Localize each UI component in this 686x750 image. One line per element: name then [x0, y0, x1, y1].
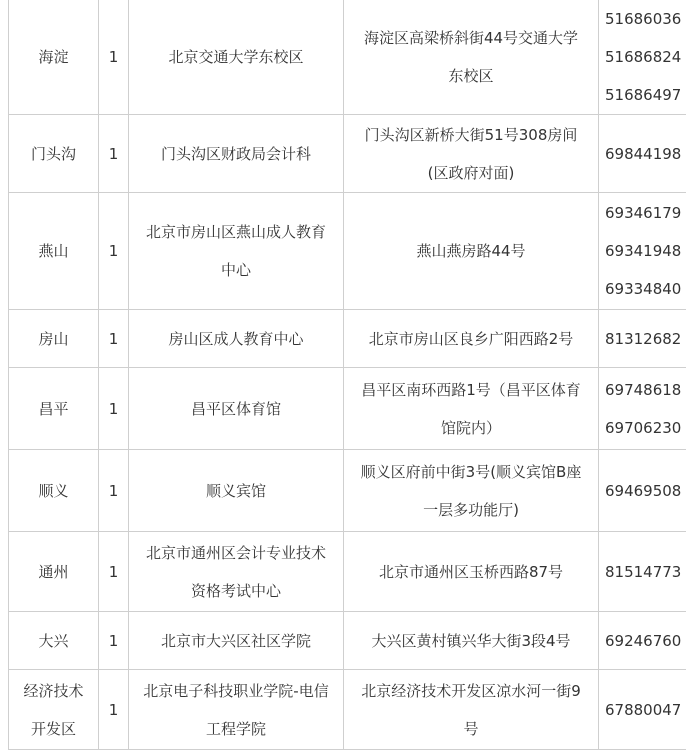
address-cell — [344, 193, 599, 310]
count-cell: 1 — [99, 612, 129, 670]
district-cell — [9, 310, 99, 368]
count-cell: 1 — [99, 0, 129, 115]
address-cell — [344, 450, 599, 532]
district-cell — [9, 115, 99, 193]
district-cell — [9, 193, 99, 310]
address-line: 东校区 — [352, 57, 590, 95]
address-line: 号 — [352, 710, 590, 748]
phones-line: 51686036 — [605, 0, 686, 38]
table-row — [9, 310, 686, 368]
district-line: 房山 — [13, 320, 94, 358]
table-body — [9, 0, 686, 750]
table-row — [9, 0, 686, 115]
phones-line: 69246760 — [605, 622, 686, 660]
phones-cell — [599, 532, 686, 612]
phones-line: 67880047 — [605, 691, 686, 729]
phones-line: 69341948 — [605, 232, 686, 270]
address-line: 顺义区府前中街3号(顺义宾馆B座 — [352, 453, 590, 491]
address-line: (区政府对面) — [352, 154, 590, 192]
venue-line: 北京交通大学东校区 — [137, 38, 335, 76]
venue-cell — [129, 0, 344, 115]
district-line: 经济技术 — [13, 672, 94, 710]
count-cell: 1 — [99, 450, 129, 532]
venue-line: 北京市通州区会计专业技术 — [137, 534, 335, 572]
address-cell — [344, 0, 599, 115]
venue-line: 房山区成人教育中心 — [137, 320, 335, 358]
district-line: 昌平 — [13, 390, 94, 428]
district-line: 通州 — [13, 553, 94, 591]
district-cell — [9, 670, 99, 750]
district-cell — [9, 368, 99, 450]
phones-line: 51686824 — [605, 38, 686, 76]
phones-line: 69844198 — [605, 135, 686, 173]
table-row — [9, 368, 686, 450]
table-row — [9, 115, 686, 193]
district-line: 燕山 — [13, 232, 94, 270]
venue-line: 中心 — [137, 251, 335, 289]
venue-line: 北京电子科技职业学院-电信 — [137, 672, 335, 710]
venue-cell — [129, 310, 344, 368]
table-row — [9, 450, 686, 532]
phones-line: 69706230 — [605, 409, 686, 447]
district-line: 门头沟 — [13, 135, 94, 173]
venue-cell — [129, 115, 344, 193]
address-cell — [344, 670, 599, 750]
address-line: 燕山燕房路44号 — [352, 232, 590, 270]
address-cell — [344, 310, 599, 368]
venue-line: 资格考试中心 — [137, 572, 335, 610]
district-line: 大兴 — [13, 622, 94, 660]
phones-cell — [599, 0, 686, 115]
table-row — [9, 532, 686, 612]
count-cell: 1 — [99, 532, 129, 612]
phones-cell — [599, 193, 686, 310]
address-line: 昌平区南环西路1号（昌平区体育 — [352, 371, 590, 409]
count-cell: 1 — [99, 670, 129, 750]
venue-line: 顺义宾馆 — [137, 472, 335, 510]
district-line: 开发区 — [13, 710, 94, 748]
phones-cell — [599, 670, 686, 750]
address-line: 海淀区高梁桥斜街44号交通大学 — [352, 19, 590, 57]
address-cell — [344, 368, 599, 450]
venue-line: 工程学院 — [137, 710, 335, 748]
phones-cell — [599, 612, 686, 670]
phones-cell — [599, 115, 686, 193]
count-cell: 1 — [99, 368, 129, 450]
address-line: 大兴区黄村镇兴华大街3段4号 — [352, 622, 590, 660]
address-line: 北京经济技术开发区凉水河一街9 — [352, 672, 590, 710]
table-row — [9, 612, 686, 670]
address-line: 馆院内） — [352, 409, 590, 447]
phones-line: 69334840 — [605, 270, 686, 308]
venue-line: 昌平区体育馆 — [137, 390, 335, 428]
phones-line: 51686497 — [605, 76, 686, 114]
address-line: 北京市通州区玉桥西路87号 — [352, 553, 590, 591]
count-cell: 1 — [99, 310, 129, 368]
phones-line: 69469508 — [605, 472, 686, 510]
phones-cell — [599, 310, 686, 368]
venue-cell — [129, 532, 344, 612]
district-line: 顺义 — [13, 472, 94, 510]
venue-cell — [129, 670, 344, 750]
venue-line: 北京市大兴区社区学院 — [137, 622, 335, 660]
phones-cell — [599, 368, 686, 450]
table-row — [9, 193, 686, 310]
count-cell: 1 — [99, 193, 129, 310]
exam-sites-table — [8, 0, 686, 750]
address-line: 北京市房山区良乡广阳西路2号 — [352, 320, 590, 358]
district-cell — [9, 532, 99, 612]
phones-line: 81312682 — [605, 320, 686, 358]
address-line: 一层多功能厅) — [352, 491, 590, 529]
phones-line: 69346179 — [605, 194, 686, 232]
venue-cell — [129, 450, 344, 532]
phones-line: 81514773 — [605, 553, 686, 591]
phones-cell — [599, 450, 686, 532]
address-line: 门头沟区新桥大街51号308房间 — [352, 116, 590, 154]
phones-line: 69748618 — [605, 371, 686, 409]
venue-cell — [129, 193, 344, 310]
venue-cell — [129, 368, 344, 450]
count-cell: 1 — [99, 115, 129, 193]
venue-cell — [129, 612, 344, 670]
district-cell — [9, 450, 99, 532]
address-cell — [344, 612, 599, 670]
district-line: 海淀 — [13, 38, 94, 76]
address-cell — [344, 115, 599, 193]
district-cell — [9, 612, 99, 670]
address-cell — [344, 532, 599, 612]
table-row — [9, 670, 686, 750]
venue-line: 门头沟区财政局会计科 — [137, 135, 335, 173]
venue-line: 北京市房山区燕山成人教育 — [137, 213, 335, 251]
district-cell — [9, 0, 99, 115]
